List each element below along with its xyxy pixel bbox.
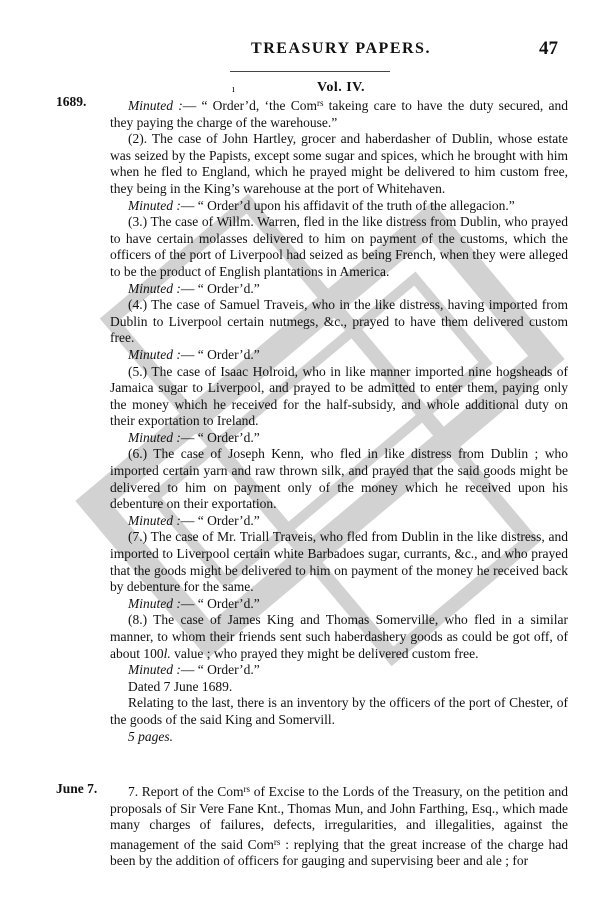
- minute-2: Minuted :— “ Order’d upon his affidavit of the truth of the allegacion.”: [128, 197, 515, 213]
- case-6: (6.) The case of Joseph Kenn, who fled in like distress from Dublin ; who imported certain yarn and raw thrown silk, and prayed that the said goods might be delivered to him on payment only of the money which he received upon his debenture on their exportation.: [110, 446, 568, 512]
- entry-7-block: [110, 781, 568, 870]
- case-2: (2). The case of John Hartley, grocer and haberdasher of Dublin, whose estate was seized by the Papists, except some sugar and spices, which he brought with him when he fled to England, which he prayed might be delivered to him custom free, they being in the King’s warehouse at the port of Whitehaven.: [110, 131, 568, 196]
- margin-date: June 7.: [56, 781, 98, 796]
- minute-0: Minuted :— “ Order’d, ‘the Com$^{rs}$ takeing care to have the duty secured, and they paying the charge of the warehouse.”: [110, 98, 568, 130]
- minute-3: Minuted :— “ Order’d.”: [128, 280, 260, 296]
- minute-7: Minuted :— “ Order’d.”: [128, 595, 260, 611]
- case-8: (8.) The case of James King and Thomas Somerville, who fled in a similar manner, to whom their friends sent such haberdashery goods as could be got off, of about 100l. value ; who prayed they might be delivered custom free.: [110, 612, 568, 661]
- header-rule: [230, 71, 390, 72]
- case-7: (7.) The case of Mr. Triall Traveis, who fled from Dublin in the like distress, and imported to Liverpool certain white Barbadoes sugar, currants, &c., and who prayed that the goods might be delivered to him on payment of the money he received back by debenture for the same.: [110, 529, 568, 595]
- case-5: (5.) The case of Isaac Holroid, who in like manner imported nine hogsheads of Jamaica sugar to Liverpool, and prayed to be admitted to enter them, paying only the money which he received for the half-subsidy, and whole additional duty on their exportation to Ireland.: [110, 363, 568, 429]
- page-number: 47: [539, 38, 558, 59]
- minute-6: Minuted :— “ Order’d.”: [128, 512, 260, 528]
- case-4: (4.) The case of Samuel Traveis, who in the like distress, having imported from Dublin to Liverpool certain nutmegs, &c., prayed to have them delivered custom free.: [110, 297, 568, 346]
- entries-block: [110, 95, 568, 745]
- pages-count: 5 pages.: [128, 728, 173, 744]
- report-7: 7. Report of the Com$^{rs}$ of Excise to the Lords of the Treasury, on the petition and proposals of Sir Vere Fane Knt., Thomas Mun, and John Farthing, Esq., which made many charges of failures, defects, irregularities, and illegalities, against the management of the said Com$^{rs}$ : replying that the great increase of the charge had been by the addition of officers for gauging and supervising beer and ale ; for: [110, 784, 568, 869]
- running-title: TREASURY PAPERS.: [251, 40, 431, 57]
- margin-year: 1689.: [56, 94, 87, 109]
- volume-heading: Vol. IV.: [317, 80, 365, 95]
- relating-note: Relating to the last, there is an inventory by the officers of the port of Chester, of the goods of the said King and Somervill.: [110, 695, 568, 727]
- tick-mark: ı: [232, 84, 235, 95]
- minute-4: Minuted :— “ Order’d.”: [128, 346, 260, 362]
- minute-5: Minuted :— “ Order’d.”: [128, 429, 260, 445]
- page-header: [110, 40, 572, 68]
- dated-line: Dated 7 June 1689.: [128, 678, 233, 694]
- case-3: (3.) The case of Willm. Warren, fled in the like distress from Dublin, who prayed to have certain molasses delivered to him on payment of the customs, which the officers of the port of Liverpool had seized as being French, when they were alleged to be the product of English plantations in America.: [110, 214, 568, 279]
- minute-8: Minuted :— “ Order’d.”: [128, 662, 260, 678]
